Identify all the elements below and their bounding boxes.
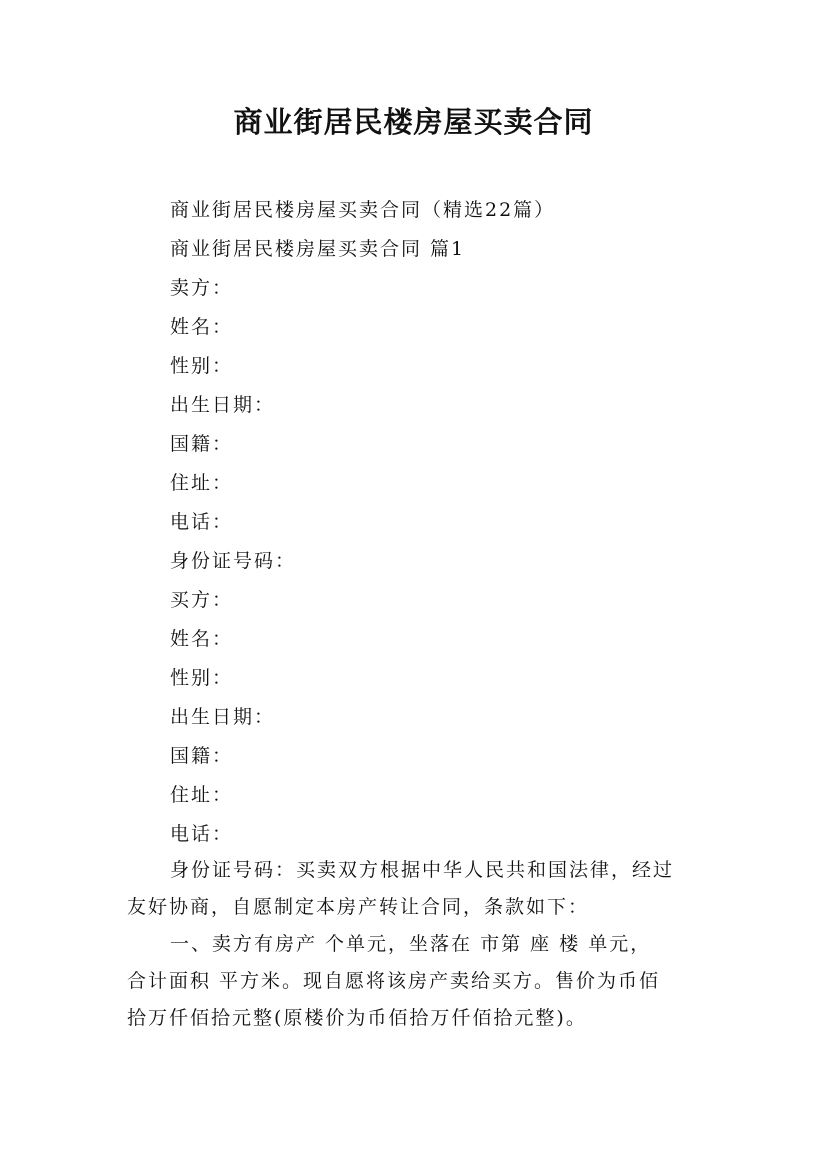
seller-birthdate-field: 出生日期：	[170, 394, 276, 416]
buyer-name-field: 姓名：	[170, 628, 234, 650]
document-title: 商业街居民楼房屋买卖合同	[233, 105, 594, 139]
section-heading: 商业街居民楼房屋买卖合同 篇1	[170, 238, 466, 260]
seller-label: 卖方：	[170, 277, 234, 299]
seller-id-field: 身份证号码：	[170, 550, 297, 572]
seller-gender-field: 性别：	[170, 355, 234, 377]
buyer-label: 买方：	[170, 589, 234, 611]
buyer-nationality-field: 国籍：	[170, 745, 234, 767]
paragraph-line: 友好协商，自愿制定本房产转让合同，条款如下：	[127, 896, 590, 918]
seller-nationality-field: 国籍：	[170, 433, 234, 455]
intro-paragraph	[127, 852, 705, 926]
paragraph-line: 合计面积 平方米。现自愿将该房产卖给买方。售价为币佰	[127, 970, 661, 992]
paragraph-line: 拾万仟佰拾元整(原楼价为币佰拾万仟佰拾元整)。	[127, 1007, 587, 1029]
buyer-phone-field: 电话：	[170, 823, 234, 845]
seller-phone-field: 电话：	[170, 511, 234, 533]
seller-address-field: 住址：	[170, 472, 234, 494]
buyer-address-field: 住址：	[170, 784, 234, 806]
subtitle-line: 商业街居民楼房屋买卖合同（精选22篇）	[170, 199, 556, 221]
paragraph-line: 一、卖方有房产 个单元，坐落在 市第 座 楼 单元，	[170, 933, 652, 955]
paragraph-line: 身份证号码：买卖双方根据中华人民共和国法律，经过	[170, 859, 675, 881]
field-list	[170, 191, 730, 854]
clause-one-paragraph	[127, 926, 705, 1037]
buyer-birthdate-field: 出生日期：	[170, 706, 276, 728]
buyer-gender-field: 性别：	[170, 667, 234, 689]
seller-name-field: 姓名：	[170, 316, 234, 338]
